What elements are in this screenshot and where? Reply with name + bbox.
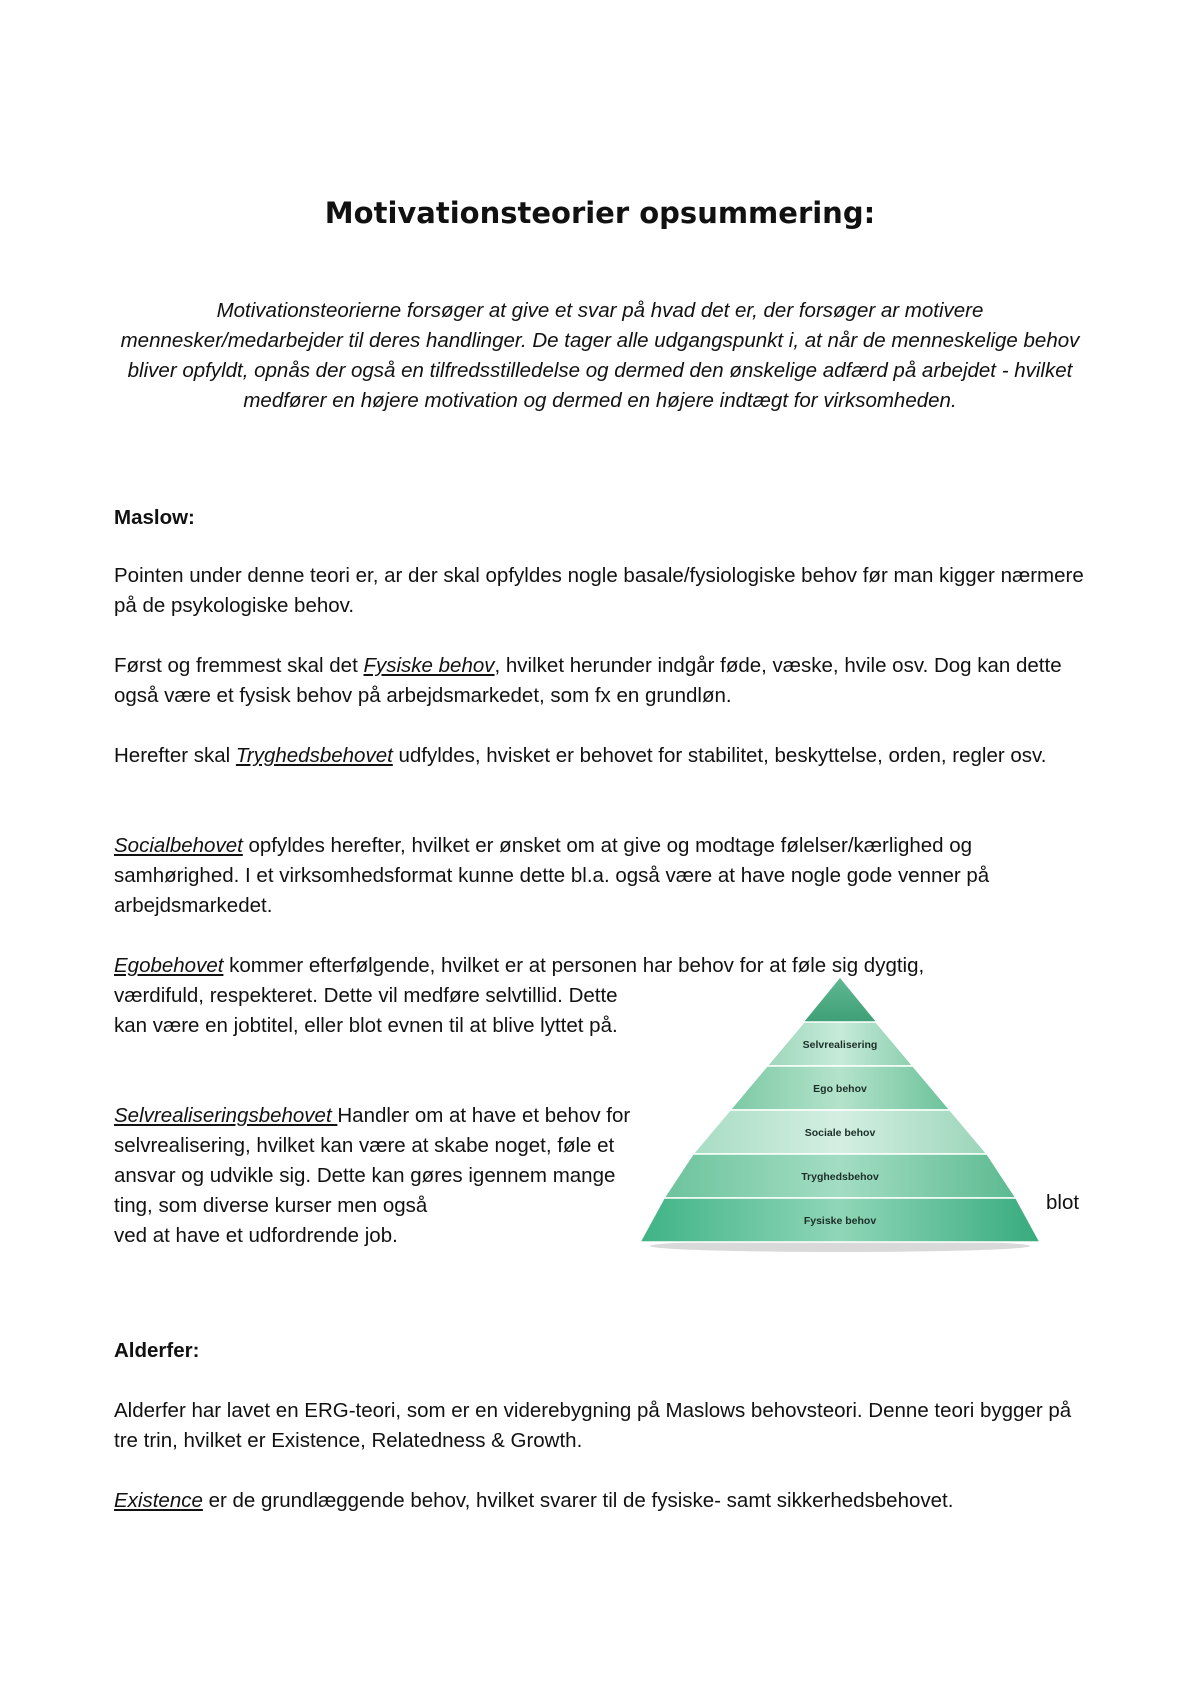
- stray-word-blot: blot: [1046, 1191, 1080, 1214]
- intro-paragraph: Motivationsteorierne forsøger at give et svar på hvad det er, der forsøger ar motivere mennesker/medarbejder til deres handlinger. De tager alle udgangspunkt i, at når de menneskelige behov bliver opfyldt, opnås der også en tilfredsstilledelse og dermed den ønskelige adfærd på arbejdet - hvilket medfører en højere motivation og dermed en højere indtægt for virksomheden.: [120, 299, 1080, 412]
- term-existence: Existence: [114, 1489, 203, 1512]
- pyramid-label: Sociale behov: [804, 1127, 876, 1139]
- text-fragment: er de grundlæggende behov, hvilket svarer til de fysiske- samt sikkerhedsbehovet.: [202, 1489, 954, 1512]
- term-selvrealiseringsbehovet: Selvrealiseringsbehovet: [114, 1104, 338, 1127]
- pyramid-label: Tryghedsbehov: [801, 1171, 879, 1183]
- text-fragment: kommer efterfølgende, hvilket er at personen har behov for at føle sig dygtig,: [223, 954, 925, 977]
- alderfer-heading: Alderfer:: [114, 1339, 200, 1362]
- term-fysiske-behov: Fysiske behov: [363, 654, 495, 677]
- maslow-paragraph-1: Pointen under denne teori er, ar der skal opfyldes nogle basale/fysiologiske behov før man kigger nærmere på de psykologiske behov.: [114, 564, 1084, 617]
- text-fragment: Handler om at have et behov for selvrealisering, hvilket kan være at skabe noget, føle et ansvar og udvikle sig. Dette kan gøres igennem mange ting, som diverse kurser men også: [114, 1104, 631, 1217]
- pyramid-label: Fysiske behov: [803, 1215, 877, 1227]
- text-fragment: , hvilket herunder indgår føde, væske, hvile osv. Dog kan dette også være et fysisk behov på arbejdsmarkedet, som fx en grundløn.: [114, 654, 1062, 707]
- maslow-paragraph-fysiske: [114, 651, 1094, 711]
- maslow-paragraph-social: [114, 831, 1094, 921]
- text-fragment: opfyldes herefter, hvilket er ønsket om at give og modtage følelser/kærlighed og samhørighed. I et virksomhedsformat kunne dette bl.a. også være at have nogle gode venner på arbejdsmarkedet.: [114, 834, 990, 917]
- maslow-pyramid-image: [640, 978, 1040, 1256]
- maslow-paragraph-ego-line1: [114, 951, 1094, 981]
- text-fragment: Herefter skal: [114, 744, 236, 767]
- maslow-heading: Maslow:: [114, 506, 195, 529]
- text-fragment: udfyldes, hvisket er behovet for stabilitet, beskyttelse, orden, regler osv.: [392, 744, 1047, 767]
- term-tryghedsbehovet: Tryghedsbehovet: [235, 744, 393, 767]
- text-fragment: Først og fremmest skal det: [114, 654, 364, 677]
- maslow-paragraph-ego-rest: værdifuld, respekteret. Dette vil medføre selvtillid. Dette kan være en jobtitel, eller blot evnen til at blive lyttet på.: [114, 984, 618, 1037]
- pyramid-tip: [804, 978, 876, 1022]
- page-title: Motivationsteorier opsummering:: [324, 196, 876, 230]
- maslow-paragraph-tryghed: [114, 741, 1094, 771]
- term-egobehovet: Egobehovet: [114, 954, 224, 977]
- pyramid-label: Ego behov: [813, 1083, 867, 1095]
- maslow-paragraph-selvrealisering: [114, 1101, 634, 1221]
- maslow-paragraph-selvrealisering-tail: ved at have et udfordrende job.: [114, 1224, 398, 1247]
- term-socialbehovet: Socialbehovet: [114, 834, 243, 857]
- alderfer-paragraph-existence: [114, 1486, 1094, 1516]
- alderfer-paragraph-1: Alderfer har lavet en ERG-teori, som er en viderebygning på Maslows behovsteori. Denne teori bygger på tre trin, hvilket er Existence, Relatedness & Growth.: [114, 1399, 1072, 1452]
- pyramid-label: Selvrealisering: [802, 1039, 878, 1051]
